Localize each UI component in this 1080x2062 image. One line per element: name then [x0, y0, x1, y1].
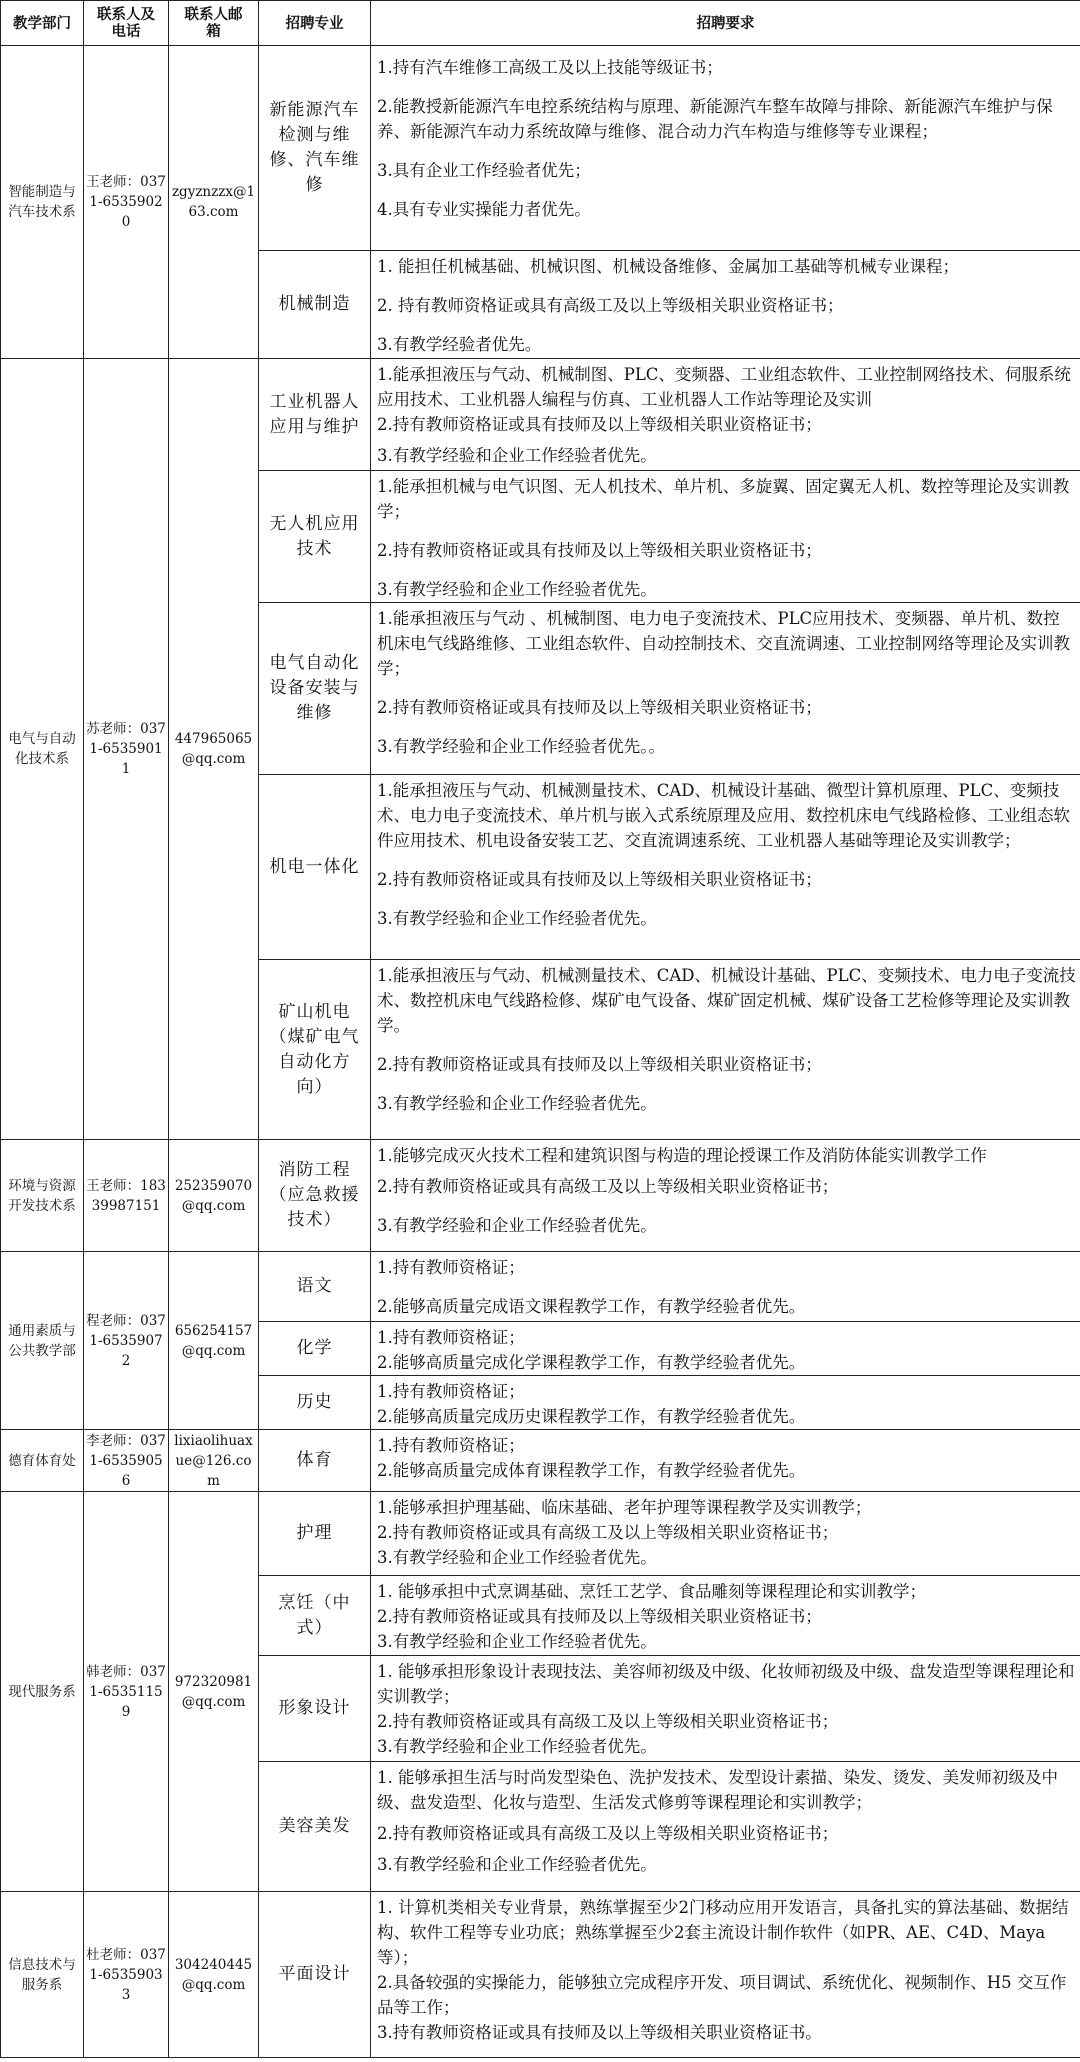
major-cell: 无人机应用技术 [259, 471, 371, 603]
req-line: 3.有教学经验和企业工作经验者优先。 [377, 446, 657, 465]
dept-cell: 德育体育处 [1, 1430, 84, 1492]
major-cell: 消防工程（应急救援技术） [259, 1140, 371, 1252]
req-cell [371, 1492, 1080, 1576]
req-line: 2.持有教师资格证或具有高级工及以上等级相关职业资格证书； [377, 1177, 839, 1196]
major-cell: 新能源汽车检测与维修、汽车维修 [259, 46, 371, 251]
major-cell: 历史 [259, 1376, 371, 1430]
table-row [1, 1140, 1080, 1252]
req-line: 2.持有教师资格证或具有技师及以上等级相关职业资格证书； [377, 1607, 822, 1626]
major-cell: 平面设计 [259, 1892, 371, 2058]
req-cell [371, 603, 1080, 775]
header-req: 招聘要求 [371, 1, 1080, 46]
major-cell: 语文 [259, 1252, 371, 1322]
req-cell [371, 1892, 1080, 2058]
email-cell: 447965065@qq.com [169, 359, 259, 1140]
req-line: 1. 能够承担生活与时尚发型染色、洗护发技术、发型设计素描、染发、烫发、美发师初级及中级、盘发造型、化妆与造型、生活发式修剪等课程理论和实训教学； [377, 1768, 1058, 1812]
req-line: 1.能承担液压与气动 、机械制图、电力电子变流技术、PLC应用技术、变频器、单片机、数控机床电气线路维修、工业组态软件、自动控制技术、交直流调速、工业控制网络等理论及实训教学； [377, 609, 1070, 678]
req-line: 1.持有教师资格证； [377, 1436, 525, 1455]
email-cell: 252359070@qq.com [169, 1140, 259, 1252]
req-line: 1. 能担任机械基础、机械识图、机械设备维修、金属加工基础等机械专业课程； [377, 257, 959, 276]
req-cell [371, 471, 1080, 603]
req-line: 3.有教学经验和企业工作经验者优先。 [377, 1737, 657, 1756]
req-cell [371, 775, 1080, 960]
major-cell: 烹饪（中式） [259, 1576, 371, 1656]
table-row [1, 1252, 1080, 1322]
major-cell: 化学 [259, 1322, 371, 1376]
req-line: 2.持有教师资格证或具有技师及以上等级相关职业资格证书； [377, 698, 822, 717]
req-cell [371, 960, 1080, 1140]
req-line: 3.有教学经验和企业工作经验者优先。。 [377, 737, 665, 756]
req-line: 1. 能够承担中式烹调基础、烹饪工艺学、食品雕刻等课程理论和实训教学； [377, 1582, 926, 1601]
req-line: 3.有教学经验者优先。 [377, 335, 542, 354]
req-line: 2. 持有教师资格证或具有高级工及以上等级相关职业资格证书； [377, 296, 844, 315]
req-cell [371, 1376, 1080, 1430]
req-line: 1.持有教师资格证； [377, 1382, 525, 1401]
header-row [1, 1, 1080, 46]
req-line: 3.有教学经验和企业工作经验者优先。 [377, 1548, 657, 1567]
req-line: 3.有教学经验和企业工作经验者优先。 [377, 580, 657, 599]
req-line: 2.具备较强的实操能力，能够独立完成程序开发、项目调试、系统优化、视频制作、H5 交互作品等工作； [377, 1973, 1067, 2017]
contact-cell: 韩老师：0371-65351159 [84, 1492, 169, 1892]
req-line: 4.具有专业实操能力者优先。 [377, 200, 591, 219]
req-line: 1.持有教师资格证； [377, 1328, 525, 1347]
dept-cell: 电气与自动化技术系 [1, 359, 84, 1140]
email-cell: lixiaolihuaxue@126.com [169, 1430, 259, 1492]
req-line: 3.有教学经验和企业工作经验者优先。 [377, 1216, 657, 1235]
req-line: 2.持有教师资格证或具有技师及以上等级相关职业资格证书； [377, 870, 822, 889]
req-line: 2.持有教师资格证或具有技师及以上等级相关职业资格证书； [377, 415, 822, 434]
req-line: 3.有教学经验和企业工作经验者优先。 [377, 1632, 657, 1651]
req-line: 1. 计算机类相关专业背景，熟练掌握至少2门移动应用开发语言，具备扎实的算法基础、数据结构、软件工程等专业功底；熟练掌握至少2套主流设计制作软件（如PR、AE、C4D、Maya等）； [377, 1898, 1069, 1967]
contact-cell: 王老师：18339987151 [84, 1140, 169, 1252]
req-line: 1.能够承担护理基础、临床基础、老年护理等课程教学及实训教学； [377, 1498, 872, 1517]
req-line: 2.能够高质量完成体育课程教学工作，有教学经验者优先。 [377, 1461, 806, 1480]
header-major: 招聘专业 [259, 1, 371, 46]
table-row [1, 1892, 1080, 2058]
header-dept: 教学部门 [1, 1, 84, 46]
email-cell: zgyznzzx@163.com [169, 46, 259, 359]
req-line: 2.能够高质量完成语文课程教学工作，有教学经验者优先。 [377, 1297, 806, 1316]
email-cell: 656254157@qq.com [169, 1252, 259, 1430]
dept-cell: 信息技术与服务系 [1, 1892, 84, 2058]
contact-cell: 杜老师：0371-65359033 [84, 1892, 169, 2058]
req-line: 3.有教学经验和企业工作经验者优先。 [377, 1855, 657, 1874]
table-row [1, 1492, 1080, 1576]
req-line: 1.能承担液压与气动、机械制图、PLC、变频器、工业组态软件、工业控制网络技术、伺服系统应用技术、工业机器人编程与仿真、工业机器人工作站等理论及实训 [377, 365, 1071, 409]
dept-cell: 环境与资源开发技术系 [1, 1140, 84, 1252]
req-cell [371, 1140, 1080, 1252]
req-line: 3.持有教师资格证或具有技师及以上等级相关职业资格证书。 [377, 2023, 822, 2042]
req-line: 2.持有教师资格证或具有高级工及以上等级相关职业资格证书； [377, 1523, 839, 1542]
req-line: 2.能够高质量完成历史课程教学工作，有教学经验者优先。 [377, 1407, 806, 1426]
dept-cell: 现代服务系 [1, 1492, 84, 1892]
major-cell: 形象设计 [259, 1656, 371, 1762]
table-row [1, 359, 1080, 471]
req-cell [371, 359, 1080, 471]
req-cell [371, 46, 1080, 251]
major-cell: 护理 [259, 1492, 371, 1576]
dept-cell: 智能制造与汽车技术系 [1, 46, 84, 359]
req-line: 1.持有教师资格证； [377, 1258, 525, 1277]
dept-cell: 通用素质与公共教学部 [1, 1252, 84, 1430]
major-cell: 工业机器人应用与维护 [259, 359, 371, 471]
req-line: 2.持有教师资格证或具有高级工及以上等级相关职业资格证书； [377, 1824, 839, 1843]
req-line: 1.能够完成灭火技术工程和建筑识图与构造的理论授课工作及消防体能实训教学工作 [377, 1146, 987, 1165]
req-line: 2.持有教师资格证或具有技师及以上等级相关职业资格证书； [377, 1055, 822, 1074]
contact-cell: 程老师：0371-65359072 [84, 1252, 169, 1430]
req-cell [371, 1576, 1080, 1656]
header-email: 联系人邮箱 [169, 1, 259, 46]
req-line: 1.能承担机械与电气识图、无人机技术、单片机、多旋翼、固定翼无人机、数控等理论及实训教学； [377, 477, 1070, 521]
major-cell: 机械制造 [259, 251, 371, 359]
table-row [1, 46, 1080, 251]
contact-cell: 苏老师：0371-65359011 [84, 359, 169, 1140]
major-cell: 机电一体化 [259, 775, 371, 960]
req-cell [371, 1252, 1080, 1322]
email-cell: 304240445@qq.com [169, 1892, 259, 2058]
major-cell: 矿山机电（煤矿电气自动化方向） [259, 960, 371, 1140]
req-line: 3.有教学经验和企业工作经验者优先。 [377, 909, 657, 928]
req-line: 2.持有教师资格证或具有高级工及以上等级相关职业资格证书； [377, 1712, 839, 1731]
req-line: 1.能承担液压与气动、机械测量技术、CAD、机械设计基础、PLC、变频技术、电力电子变流技术、数控机床电气线路检修、煤矿电气设备、煤矿固定机械、煤矿设备工艺检修等理论及实训教学。 [377, 966, 1076, 1035]
contact-cell: 李老师：0371-65359056 [84, 1430, 169, 1492]
req-line: 2.能教授新能源汽车电控系统结构与原理、新能源汽车整车故障与排除、新能源汽车维护与保养、新能源汽车动力系统故障与维修、混合动力汽车构造与维修等专业课程； [377, 97, 1053, 141]
major-cell: 美容美发 [259, 1762, 371, 1892]
req-line: 1.持有汽车维修工高级工及以上技能等级证书； [377, 58, 723, 77]
table-row [1, 1430, 1080, 1492]
req-cell [371, 1762, 1080, 1892]
req-cell [371, 251, 1080, 359]
req-line: 1.能承担液压与气动、机械测量技术、CAD、机械设计基础、微型计算机原理、PLC、变频技术、电力电子变流技术、单片机与嵌入式系统原理及应用、数控机床电气线路检修、工业组态软件应用技术、机电设备安装工艺、交直流调速系统、工业机器人基础等理论及实训教学； [377, 781, 1070, 850]
email-cell: 972320981@qq.com [169, 1492, 259, 1892]
req-line: 3.有教学经验和企业工作经验者优先。 [377, 1094, 657, 1113]
major-cell: 电气自动化设备安装与维修 [259, 603, 371, 775]
req-cell [371, 1322, 1080, 1376]
req-line: 1. 能够承担形象设计表现技法、美容师初级及中级、化妆师初级及中级、盘发造型等课程理论和实训教学； [377, 1662, 1075, 1706]
header-contact: 联系人及电话 [84, 1, 169, 46]
req-line: 2.能够高质量完成化学课程教学工作，有教学经验者优先。 [377, 1353, 806, 1372]
major-cell: 体育 [259, 1430, 371, 1492]
req-cell [371, 1656, 1080, 1762]
req-line: 2.持有教师资格证或具有技师及以上等级相关职业资格证书； [377, 541, 822, 560]
req-cell [371, 1430, 1080, 1492]
req-line: 3.具有企业工作经验者优先； [377, 161, 591, 180]
contact-cell: 王老师：0371-65359020 [84, 46, 169, 359]
